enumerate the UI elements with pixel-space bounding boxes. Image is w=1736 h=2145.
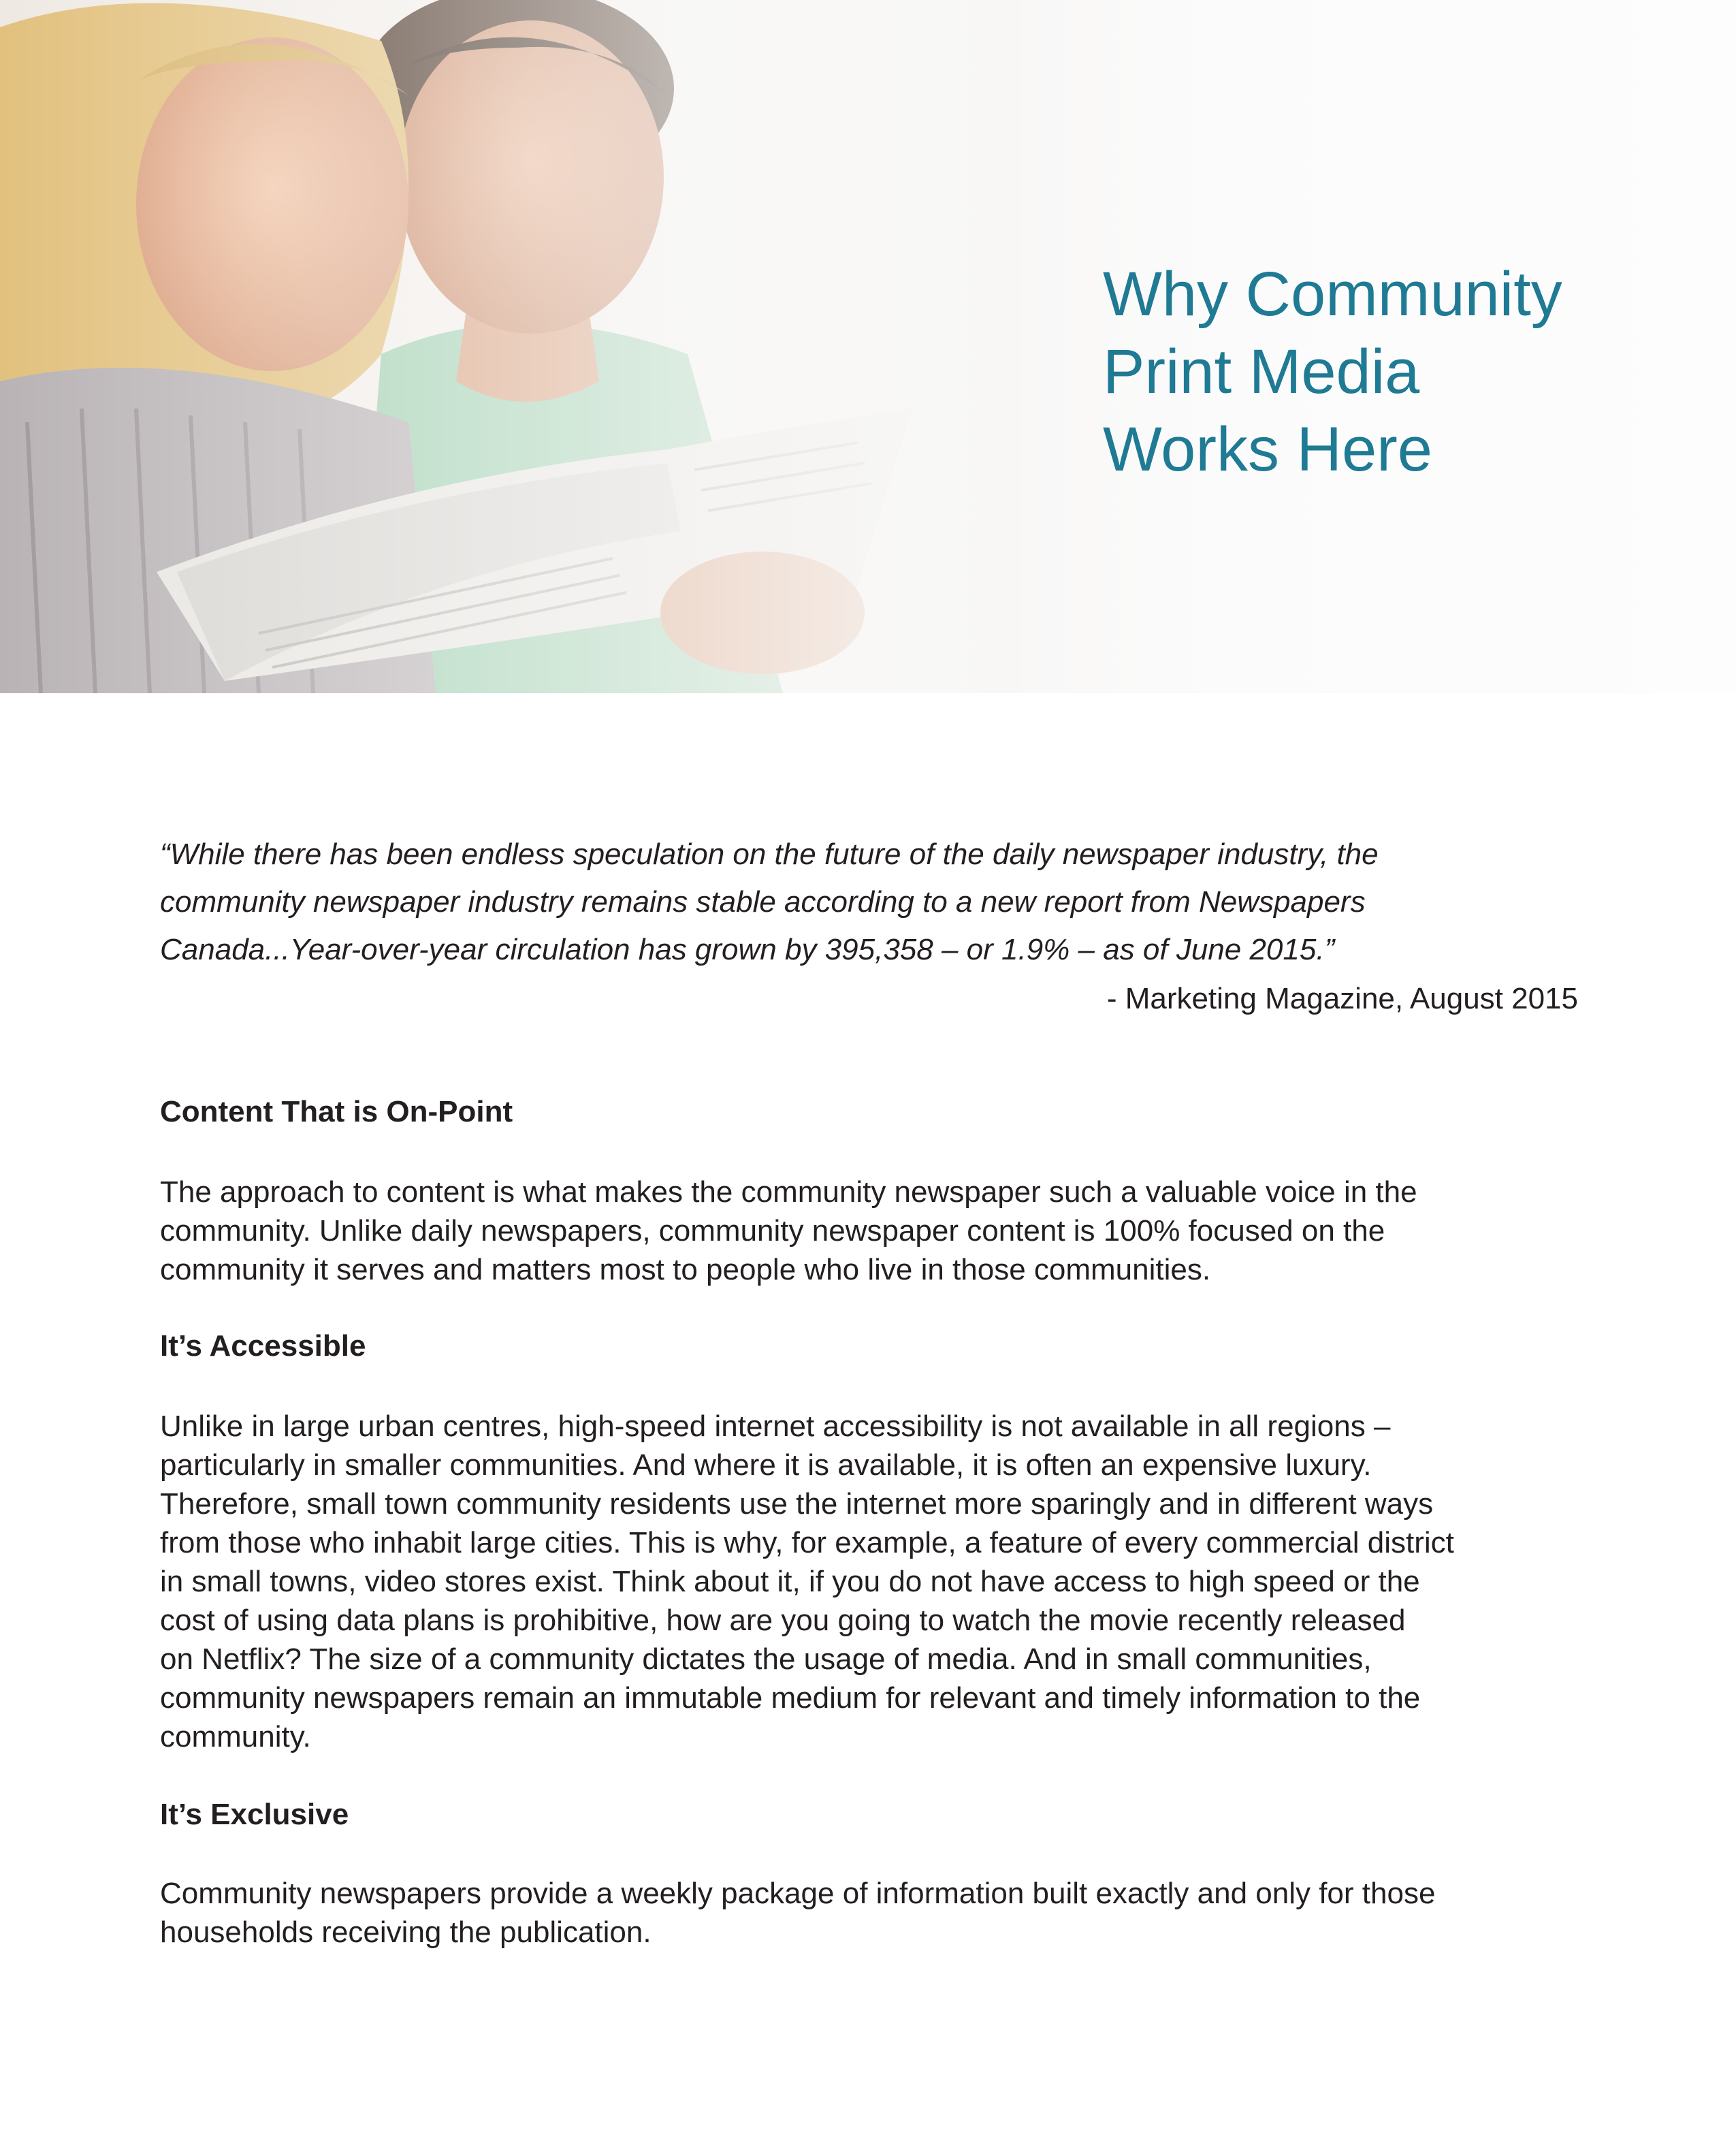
body-line: community. Unlike daily newspapers, community newspaper content is 100% focused on the xyxy=(160,1214,1385,1248)
section-heading-accessible: It’s Accessible xyxy=(160,1329,366,1363)
body-line: households receiving the publication. xyxy=(160,1916,652,1949)
body-line: community. xyxy=(160,1720,311,1753)
title-line-3: Works Here xyxy=(1103,415,1432,484)
body-line: Unlike in large urban centres, high-speed internet accessibility is not available in all regions – xyxy=(160,1410,1391,1443)
title-line-2: Print Media xyxy=(1103,337,1420,407)
body-line: cost of using data plans is prohibitive, how are you going to watch the movie recently released xyxy=(160,1604,1406,1637)
body-line: Community newspapers provide a weekly package of information built exactly and only for those xyxy=(160,1877,1436,1910)
section-heading-content: Content That is On-Point xyxy=(160,1095,513,1128)
body-line: from those who inhabit large cities. This is why, for example, a feature of every commercial district xyxy=(160,1526,1454,1559)
body-line: The approach to content is what makes the community newspaper such a valuable voice in the xyxy=(160,1175,1417,1209)
body-line: particularly in smaller communities. And where it is available, it is often an expensive luxury. xyxy=(160,1448,1372,1482)
body-line: in small towns, video stores exist. Think about it, if you do not have access to high speed or the xyxy=(160,1565,1420,1598)
hero-photo xyxy=(0,0,1021,693)
section-body-exclusive xyxy=(160,1874,1624,1952)
body-line: community newspapers remain an immutable medium for relevant and timely information to the xyxy=(160,1681,1421,1715)
page-title xyxy=(1103,255,1688,488)
section-heading-exclusive: It’s Exclusive xyxy=(160,1798,349,1831)
quote-line-2: community newspaper industry remains stable according to a new report from Newspapers xyxy=(160,885,1366,919)
quote-attribution: - Marketing Magazine, August 2015 xyxy=(1106,982,1578,1015)
section-body-content xyxy=(160,1173,1624,1289)
quote-line-3: Canada...Year-over-year circulation has grown by 395,358 – or 1.9% – as of June 2015.” xyxy=(160,933,1335,966)
body-line: on Netflix? The size of a community dictates the usage of media. And in small communities, xyxy=(160,1642,1372,1676)
quote-line-1: “While there has been endless speculation on the future of the daily newspaper industry, the xyxy=(160,838,1379,871)
title-line-1: Why Community xyxy=(1103,259,1562,329)
body-line: Therefore, small town community residents use the internet more sparingly and in different ways xyxy=(160,1487,1434,1521)
body-line: community it serves and matters most to people who live in those communities. xyxy=(160,1253,1211,1286)
pull-quote xyxy=(160,831,1596,974)
section-body-accessible xyxy=(160,1407,1624,1756)
hero-banner xyxy=(0,0,1736,693)
